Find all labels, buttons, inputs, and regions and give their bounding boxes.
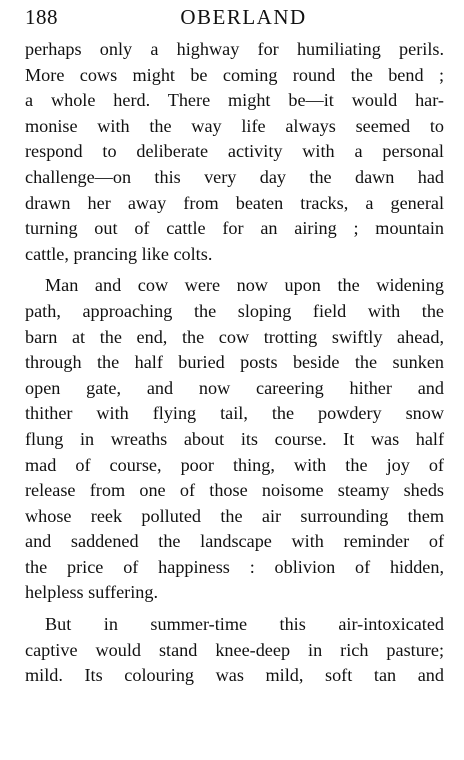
text-line: More cows might be coming round the bend ; <box>25 64 444 85</box>
text-line: release from one of those noisome steamy sheds <box>25 480 444 501</box>
text-line: Man and cow were now upon the widening <box>45 275 444 296</box>
text-line: and saddened the landscape with reminder of <box>25 531 444 552</box>
running-title: OBERLAND <box>180 5 307 29</box>
text-line: mild. Its colouring was mild, soft tan and <box>25 665 444 686</box>
text-line: open gate, and now careering hither and <box>25 377 444 398</box>
text-line: perhaps only a highway for humiliating perils. <box>25 39 444 59</box>
text-line: But in summer-time this air-intoxicated <box>45 614 444 635</box>
paragraph-3 <box>25 612 444 689</box>
page-header <box>25 4 444 30</box>
text-line: flung in wreaths about its course. It was half <box>25 428 444 449</box>
paragraph-2 <box>25 273 444 606</box>
page-number: 188 <box>25 5 58 29</box>
text-line: barn at the end, the cow trotting swiftly ahead, <box>25 326 444 347</box>
text-line: turning out of cattle for an airing ; mountain <box>25 218 444 239</box>
text-line: mad of course, poor thing, with the joy of <box>25 454 444 475</box>
text-line: helpless suffering. <box>25 582 159 603</box>
text-line: drawn her away from beaten tracks, a general <box>25 192 444 213</box>
text-line: whose reek polluted the air surrounding them <box>25 505 444 526</box>
text-line: captive would stand knee-deep in rich pasture; <box>25 639 444 660</box>
text-line: cattle, prancing like colts. <box>25 243 213 264</box>
text-line: the price of happiness : oblivion of hidden, <box>25 556 444 577</box>
text-line: path, approaching the sloping field with the <box>25 300 444 321</box>
text-line: a whole herd. There might be—it would har- <box>25 90 444 111</box>
text-line: challenge—on this very day the dawn had <box>25 166 444 187</box>
paragraph-1 <box>25 37 444 267</box>
text-line: thither with flying tail, the powdery snow <box>25 403 444 424</box>
text-line: through the half buried posts beside the sunken <box>25 352 444 373</box>
text-line: monise with the way life always seemed to <box>25 115 444 136</box>
text-line: respond to deliberate activity with a personal <box>25 141 444 162</box>
body-text <box>25 37 444 689</box>
